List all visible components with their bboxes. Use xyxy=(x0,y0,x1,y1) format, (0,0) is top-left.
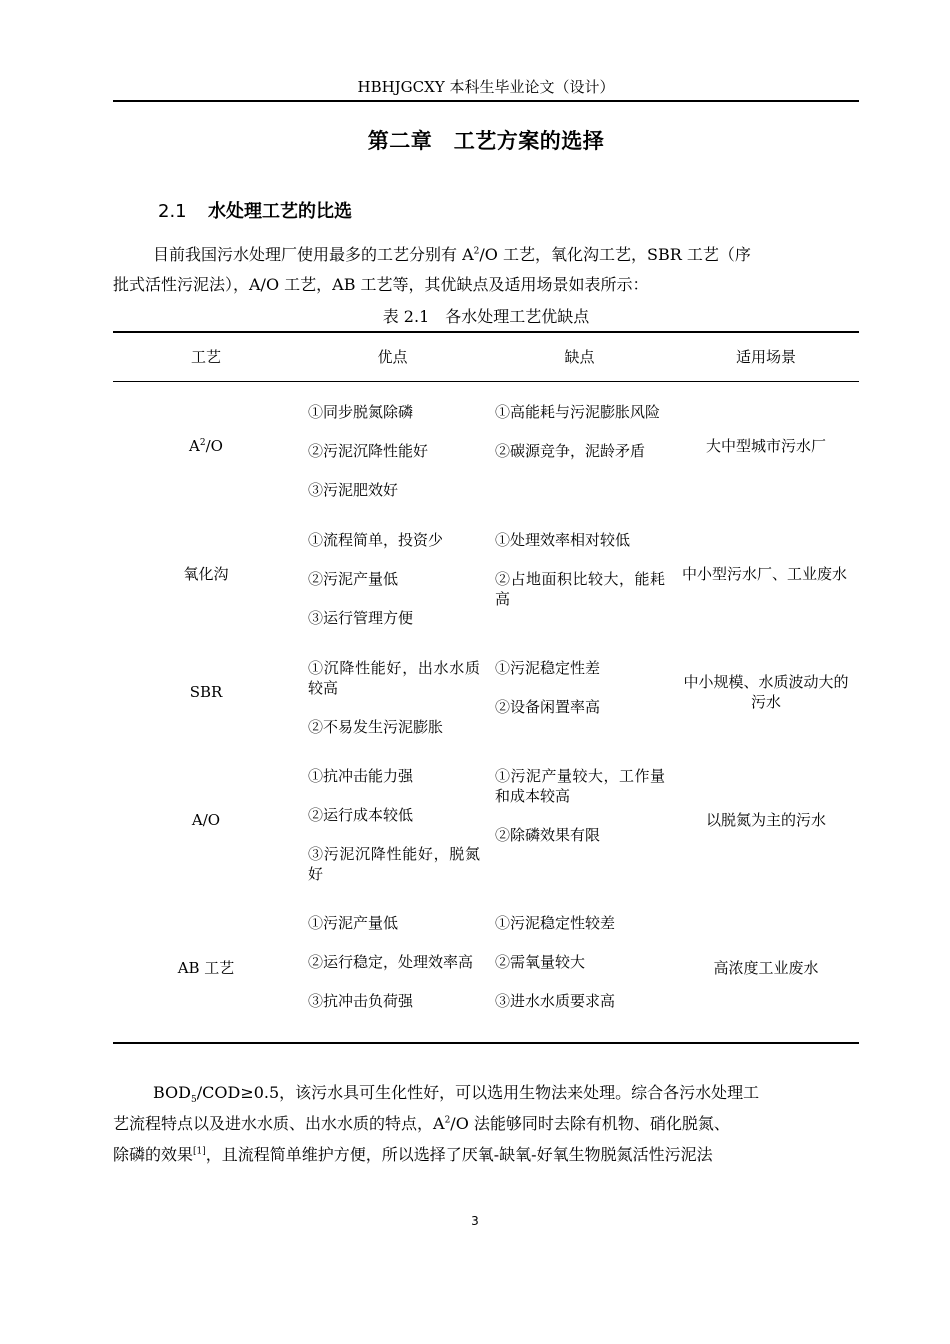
pro-item: ③抗冲击负荷强 xyxy=(308,992,414,1010)
pro-item: ①污泥产量低 xyxy=(308,914,399,932)
cons-cell xyxy=(495,510,665,628)
citation-marker: [1] xyxy=(193,1146,206,1157)
con-item: ③进水水质要求高 xyxy=(495,992,616,1010)
pro-item: ①抗冲击能力强 xyxy=(308,767,414,785)
pros-cell xyxy=(308,382,480,519)
pro-item: ②污泥产量低 xyxy=(308,570,399,588)
conclusion-text: 除磷的效果 xyxy=(113,1145,194,1164)
superscript: 2 xyxy=(473,246,480,257)
scene-text: 大中型城市污水厂 xyxy=(705,437,826,455)
process-name: A xyxy=(189,437,200,455)
scene-cell xyxy=(673,893,859,1042)
pro-item: ②运行稳定，处理效率高 xyxy=(308,953,474,971)
intro-paragraph xyxy=(113,240,859,300)
cons-cell xyxy=(495,382,665,480)
pro-item: ①沉降性能好，出水水质较高 xyxy=(308,659,480,697)
scene-text: 以脱氮为主的污水 xyxy=(705,810,826,829)
cons-cell xyxy=(495,893,665,1030)
conclusion-line-2 xyxy=(113,1108,859,1139)
conclusion-text: /O 法能够同时去除有机物、硝化脱氮、 xyxy=(450,1114,730,1133)
scene-cell xyxy=(673,382,859,510)
conclusion-line-1 xyxy=(113,1077,859,1108)
con-item: ②需氧量较大 xyxy=(495,953,586,971)
table-row xyxy=(113,510,859,638)
section-heading xyxy=(158,199,352,225)
scene-cell xyxy=(682,510,868,638)
table-header-row xyxy=(113,333,859,382)
pro-item: ③污泥肥效好 xyxy=(308,481,399,499)
con-item: ①污泥稳定性较差 xyxy=(495,914,616,932)
intro-line-2: 批式活性污泥法），A/O 工艺，AB 工艺等，其优缺点及适用场景如表所示： xyxy=(113,275,649,294)
table-bottom-rule xyxy=(113,1042,859,1044)
conclusion-text: ，且流程简单维护方便，所以选择了厌氧-缺氧-好氧生物脱氮活性污泥法 xyxy=(205,1145,713,1164)
scene-text: 中小规模、水质波动大的污水 xyxy=(683,673,849,711)
con-item: ②碳源竞争，泥龄矛盾 xyxy=(495,442,646,460)
scene-cell xyxy=(673,746,859,893)
superscript: 2 xyxy=(444,1115,451,1126)
con-item: ①污泥稳定性差 xyxy=(495,659,601,677)
cons-cell xyxy=(495,746,665,864)
table-row xyxy=(113,746,859,893)
con-item: ②除磷效果有限 xyxy=(495,826,601,844)
scene-text: 中小型污水厂、工业废水 xyxy=(682,565,848,583)
process-name-cell xyxy=(113,638,299,746)
conclusion-text: /COD≥0.5，该污水具可生化性好，可以选用生物法来处理。综合各污水处理工 xyxy=(196,1083,760,1102)
page-number: 3 xyxy=(471,1214,479,1228)
pro-item: ①流程简单，投资少 xyxy=(308,531,444,549)
process-name-cell xyxy=(113,510,299,638)
process-name-suffix: /O xyxy=(205,437,223,455)
conclusion-text: BOD xyxy=(153,1083,191,1102)
pros-cell xyxy=(308,638,480,756)
con-item: ①处理效率相对较低 xyxy=(495,531,631,549)
conclusion-text: 艺流程特点以及进水水质、出水水质的特点，A xyxy=(113,1114,445,1133)
intro-text: /O 工艺，氧化沟工艺，SBR 工艺（序 xyxy=(479,245,751,264)
table-row xyxy=(113,382,859,510)
comparison-table xyxy=(113,331,859,1044)
subscript: 5 xyxy=(191,1095,197,1106)
pros-cell xyxy=(308,746,480,903)
intro-text: 目前我国污水处理厂使用最多的工艺分别有 A xyxy=(153,245,474,264)
header-rule xyxy=(113,100,859,102)
chapter-title: 第二章 工艺方案的选择 xyxy=(367,129,605,153)
pro-item: ②污泥沉降性能好 xyxy=(308,442,429,460)
conclusion-paragraph xyxy=(113,1077,859,1170)
pro-item: ②运行成本较低 xyxy=(308,806,414,824)
intro-line-1 xyxy=(113,240,859,270)
pro-item: ③运行管理方便 xyxy=(308,609,414,627)
running-header: HBHJGCXY 本科生毕业论文（设计） xyxy=(357,78,615,96)
process-name: 氧化沟 xyxy=(183,565,229,583)
con-item: ①高能耗与污泥膨胀风险 xyxy=(495,403,661,421)
con-item: ①污泥产量较大，工作量和成本较高 xyxy=(495,767,665,805)
header-cell-cons: 缺点 xyxy=(564,348,595,366)
pros-cell xyxy=(308,510,480,647)
table-caption: 表 2.1 各水处理工艺优缺点 xyxy=(382,307,590,326)
pro-item: ①同步脱氮除磷 xyxy=(308,403,414,421)
header-cell-process: 工艺 xyxy=(190,348,221,366)
pro-item: ③污泥沉降性能好，脱氮好 xyxy=(308,845,480,883)
con-item: ②设备闲置率高 xyxy=(495,698,601,716)
process-name-cell xyxy=(113,382,299,510)
process-name: AB 工艺 xyxy=(177,958,235,977)
scene-cell xyxy=(673,638,859,746)
pros-cell xyxy=(308,893,480,1030)
header-cell-pros: 优点 xyxy=(377,348,408,366)
superscript: 2 xyxy=(199,438,206,448)
table-row xyxy=(113,893,859,1042)
process-name-cell xyxy=(113,893,299,1042)
table-row xyxy=(113,638,859,746)
section-number: 2.1 xyxy=(158,201,187,222)
conclusion-line-3 xyxy=(113,1139,859,1170)
section-title: 水处理工艺的比选 xyxy=(208,201,352,222)
con-item: ②占地面积比较大，能耗高 xyxy=(495,570,665,608)
pro-item: ②不易发生污泥膨胀 xyxy=(308,718,444,736)
cons-cell xyxy=(495,638,665,736)
process-name: A/O xyxy=(191,810,221,829)
scene-text: 高浓度工业废水 xyxy=(713,958,819,977)
process-name-cell xyxy=(113,746,299,893)
process-name: SBR xyxy=(189,683,223,701)
header-cell-scene: 适用场景 xyxy=(735,348,796,366)
